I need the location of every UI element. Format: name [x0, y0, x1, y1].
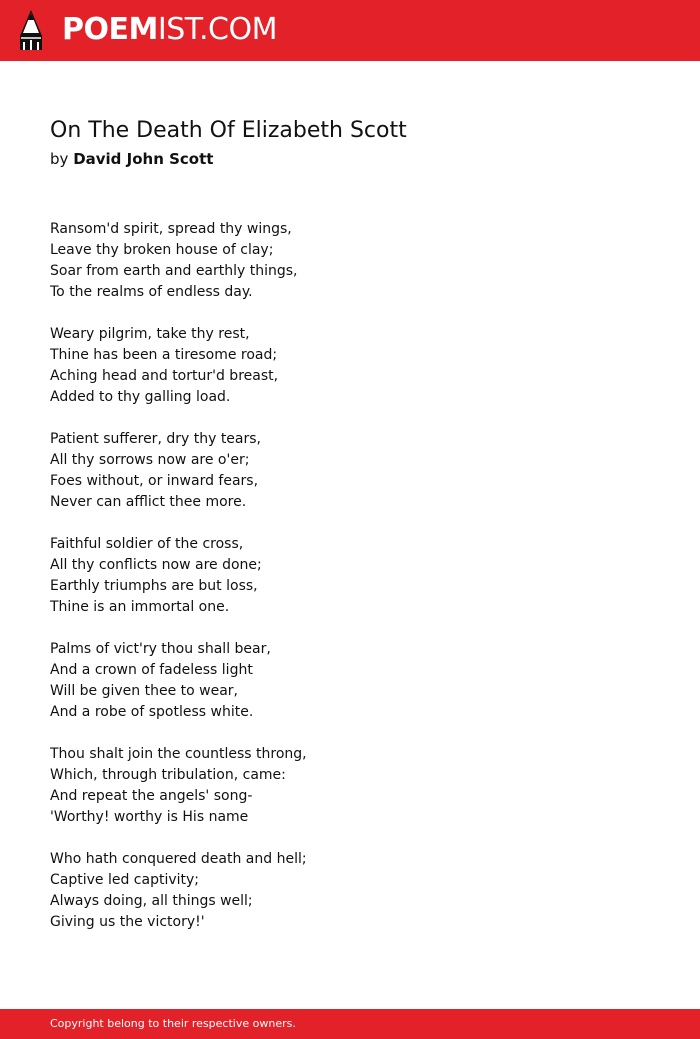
poem-body — [50, 219, 650, 954]
poem-line: Thou shalt join the countless throng, — [50, 746, 307, 762]
poem-line: And a crown of fadeless light — [50, 662, 253, 678]
poem-line: Faithful soldier of the cross, — [50, 536, 244, 552]
logo-bold-text: POEM — [62, 12, 158, 47]
poem-line: To the realms of endless day. — [50, 284, 253, 300]
stanza — [50, 744, 650, 828]
poem-line: Palms of vict'ry thou shall bear, — [50, 641, 271, 657]
poem-line: And repeat the angels' song- — [50, 788, 253, 804]
poem-line: Leave thy broken house of clay; — [50, 242, 274, 258]
poem-line: Who hath conquered death and hell; — [50, 851, 307, 867]
stanza — [50, 534, 650, 618]
stanza — [50, 639, 650, 723]
poem-line: Thine is an immortal one. — [50, 599, 230, 615]
stanza — [50, 219, 650, 303]
header-bar — [0, 0, 700, 61]
byline-prefix: by — [50, 150, 69, 168]
poem-line: Soar from earth and earthly things, — [50, 263, 298, 279]
poem-line: Added to thy galling load. — [50, 389, 231, 405]
poem-line: Thine has been a tiresome road; — [50, 347, 278, 363]
site-logo[interactable] — [62, 12, 277, 48]
poem-line: Earthly triumphs are but loss, — [50, 578, 258, 594]
poem-line: Weary pilgrim, take thy rest, — [50, 326, 250, 342]
poem-line: And a robe of spotless white. — [50, 704, 254, 720]
stanza — [50, 324, 650, 408]
stanza — [50, 429, 650, 513]
byline — [50, 149, 213, 169]
poem-line: Patient sufferer, dry thy tears, — [50, 431, 261, 447]
poem-line: Giving us the victory!' — [50, 914, 205, 930]
poem-title: On The Death Of Elizabeth Scott — [50, 118, 407, 143]
poem-line: Which, through tribulation, came: — [50, 767, 286, 783]
poem-line: Will be given thee to wear, — [50, 683, 238, 699]
poem-line: Captive led captivity; — [50, 872, 200, 888]
footer-bar — [0, 1009, 700, 1039]
poem-line: Never can afflict thee more. — [50, 494, 247, 510]
poem-line: 'Worthy! worthy is His name — [50, 809, 249, 825]
poem-line: Aching head and tortur'd breast, — [50, 368, 279, 384]
copyright-notice: Copyright belong to their respective owners. — [50, 1017, 296, 1030]
poem-line: All thy conflicts now are done; — [50, 557, 262, 573]
poem-line: Ransom'd spirit, spread thy wings, — [50, 221, 292, 237]
stanza — [50, 849, 650, 933]
poem-line: Always doing, all things well; — [50, 893, 253, 909]
logo-light-text: IST.COM — [157, 12, 277, 47]
poem-line: Foes without, or inward fears, — [50, 473, 259, 489]
author-name: David John Scott — [73, 150, 214, 168]
poem-line: All thy sorrows now are o'er; — [50, 452, 250, 468]
pencil-logo-icon[interactable] — [16, 9, 46, 52]
